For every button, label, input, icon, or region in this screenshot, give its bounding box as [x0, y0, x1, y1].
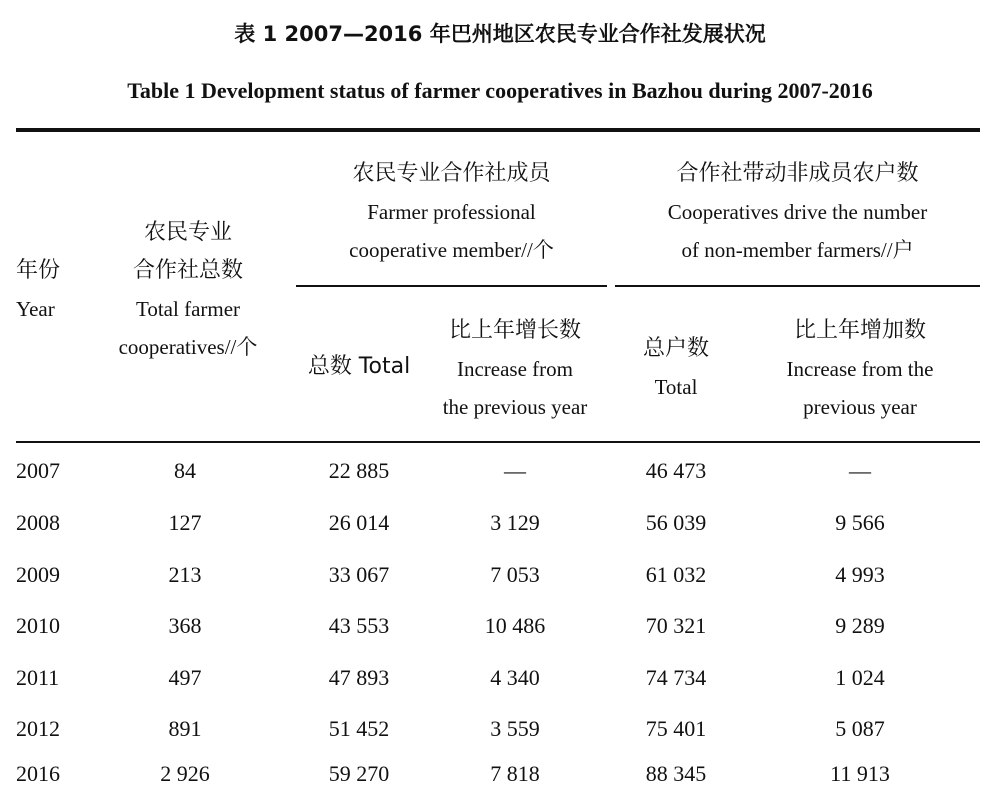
header-nonmembers-group	[615, 155, 980, 269]
header-nonmembers-inc-en-2: previous year	[803, 395, 917, 419]
cell-coops: 213	[168, 562, 202, 587]
header-total-coops	[96, 214, 280, 366]
cell-members: 43 553	[328, 613, 390, 638]
header-members-total-label: 总数 Total	[307, 354, 411, 379]
header-nonmembers-total	[620, 330, 732, 406]
table-row	[0, 500, 1000, 550]
header-members-inc-cn: 比上年增长数	[448, 318, 581, 343]
header-nonmembers-total-en: Total	[654, 375, 698, 399]
header-members-en-2: cooperative member//个	[349, 238, 554, 262]
table-title-en: Table 1 Development status of farmer cooperatives in Bazhou during 2007-2016	[127, 78, 873, 103]
header-year	[16, 252, 96, 328]
cell-year: 2010	[16, 613, 60, 638]
cell-members-inc: —	[504, 458, 526, 483]
header-members-group	[296, 155, 607, 269]
cell-coops: 891	[168, 716, 202, 741]
cell-farmers-inc: 1 024	[835, 665, 885, 690]
header-total-coops-en-1: Total farmer	[135, 297, 241, 321]
cell-year: 2009	[16, 562, 60, 587]
header-bottom-rule	[16, 441, 980, 443]
cell-members-inc: 3 559	[490, 716, 540, 741]
cell-year: 2016	[16, 761, 60, 786]
top-rule	[16, 128, 980, 132]
header-total-coops-cn-2: 合作社总数	[132, 258, 243, 283]
cell-coops: 127	[168, 510, 202, 535]
header-year-cn: 年份	[16, 258, 61, 283]
cell-farmers-inc: 9 566	[835, 510, 885, 535]
cell-members: 33 067	[328, 562, 390, 587]
table-title-cn: 表 1 2007—2016 年巴州地区农民专业合作社发展状况	[234, 22, 766, 46]
cell-farmers: 88 345	[645, 761, 707, 786]
cell-farmers-inc: 4 993	[835, 562, 885, 587]
cell-farmers: 61 032	[645, 562, 707, 587]
header-nonmembers-total-cn: 总户数	[642, 336, 709, 361]
table-row	[0, 552, 1000, 602]
cell-members: 47 893	[328, 665, 390, 690]
nonmembers-subrule	[615, 285, 980, 287]
cell-farmers-inc: 9 289	[835, 613, 885, 638]
cell-year: 2007	[16, 458, 60, 483]
header-members-total	[296, 348, 422, 386]
header-nonmembers-cn: 合作社带动非成员农户数	[676, 161, 919, 186]
cell-farmers-inc: —	[849, 458, 871, 483]
cell-farmers: 46 473	[645, 458, 707, 483]
header-members-cn: 农民专业合作社成员	[352, 161, 551, 186]
cell-coops: 497	[168, 665, 202, 690]
cell-members: 22 885	[328, 458, 390, 483]
members-subrule	[296, 285, 607, 287]
cell-members: 59 270	[328, 761, 390, 786]
header-year-en: Year	[16, 297, 55, 321]
header-nonmembers-inc-cn: 比上年增加数	[793, 318, 926, 343]
cell-members-inc: 7 818	[490, 761, 540, 786]
header-members-inc-en-1: Increase from	[456, 357, 573, 381]
table-row	[0, 655, 1000, 705]
table-row	[0, 751, 1000, 801]
header-nonmembers-en-1: Cooperatives drive the number	[667, 200, 928, 224]
cell-coops: 368	[168, 613, 202, 638]
cell-farmers-inc: 11 913	[830, 761, 890, 786]
cell-year: 2012	[16, 716, 60, 741]
cell-year: 2008	[16, 510, 60, 535]
cell-members: 26 014	[328, 510, 390, 535]
cell-farmers: 74 734	[645, 665, 707, 690]
cell-members: 51 452	[328, 716, 390, 741]
cell-members-inc: 10 486	[484, 613, 546, 638]
cell-coops: 84	[174, 458, 196, 483]
cell-farmers: 75 401	[645, 716, 707, 741]
header-members-en-1: Farmer professional	[367, 200, 536, 224]
cell-farmers: 56 039	[645, 510, 707, 535]
table-row	[0, 603, 1000, 653]
header-members-increase	[430, 312, 600, 426]
cell-farmers-inc: 5 087	[835, 716, 885, 741]
cell-members-inc: 3 129	[490, 510, 540, 535]
table-row	[0, 448, 1000, 498]
cell-year: 2011	[16, 665, 60, 690]
cell-farmers: 70 321	[645, 613, 707, 638]
header-nonmembers-inc-en-1: Increase from the	[786, 357, 934, 381]
cell-coops: 2 926	[160, 761, 210, 786]
header-members-inc-en-2: the previous year	[442, 395, 588, 419]
header-total-coops-en-2: cooperatives//个	[118, 335, 258, 359]
header-nonmembers-en-2: of non-member farmers//户	[681, 238, 914, 262]
cell-members-inc: 4 340	[490, 665, 540, 690]
header-total-coops-cn-1: 农民专业	[143, 220, 232, 245]
header-nonmembers-increase	[760, 312, 960, 426]
table-row	[0, 706, 1000, 756]
cell-members-inc: 7 053	[490, 562, 540, 587]
